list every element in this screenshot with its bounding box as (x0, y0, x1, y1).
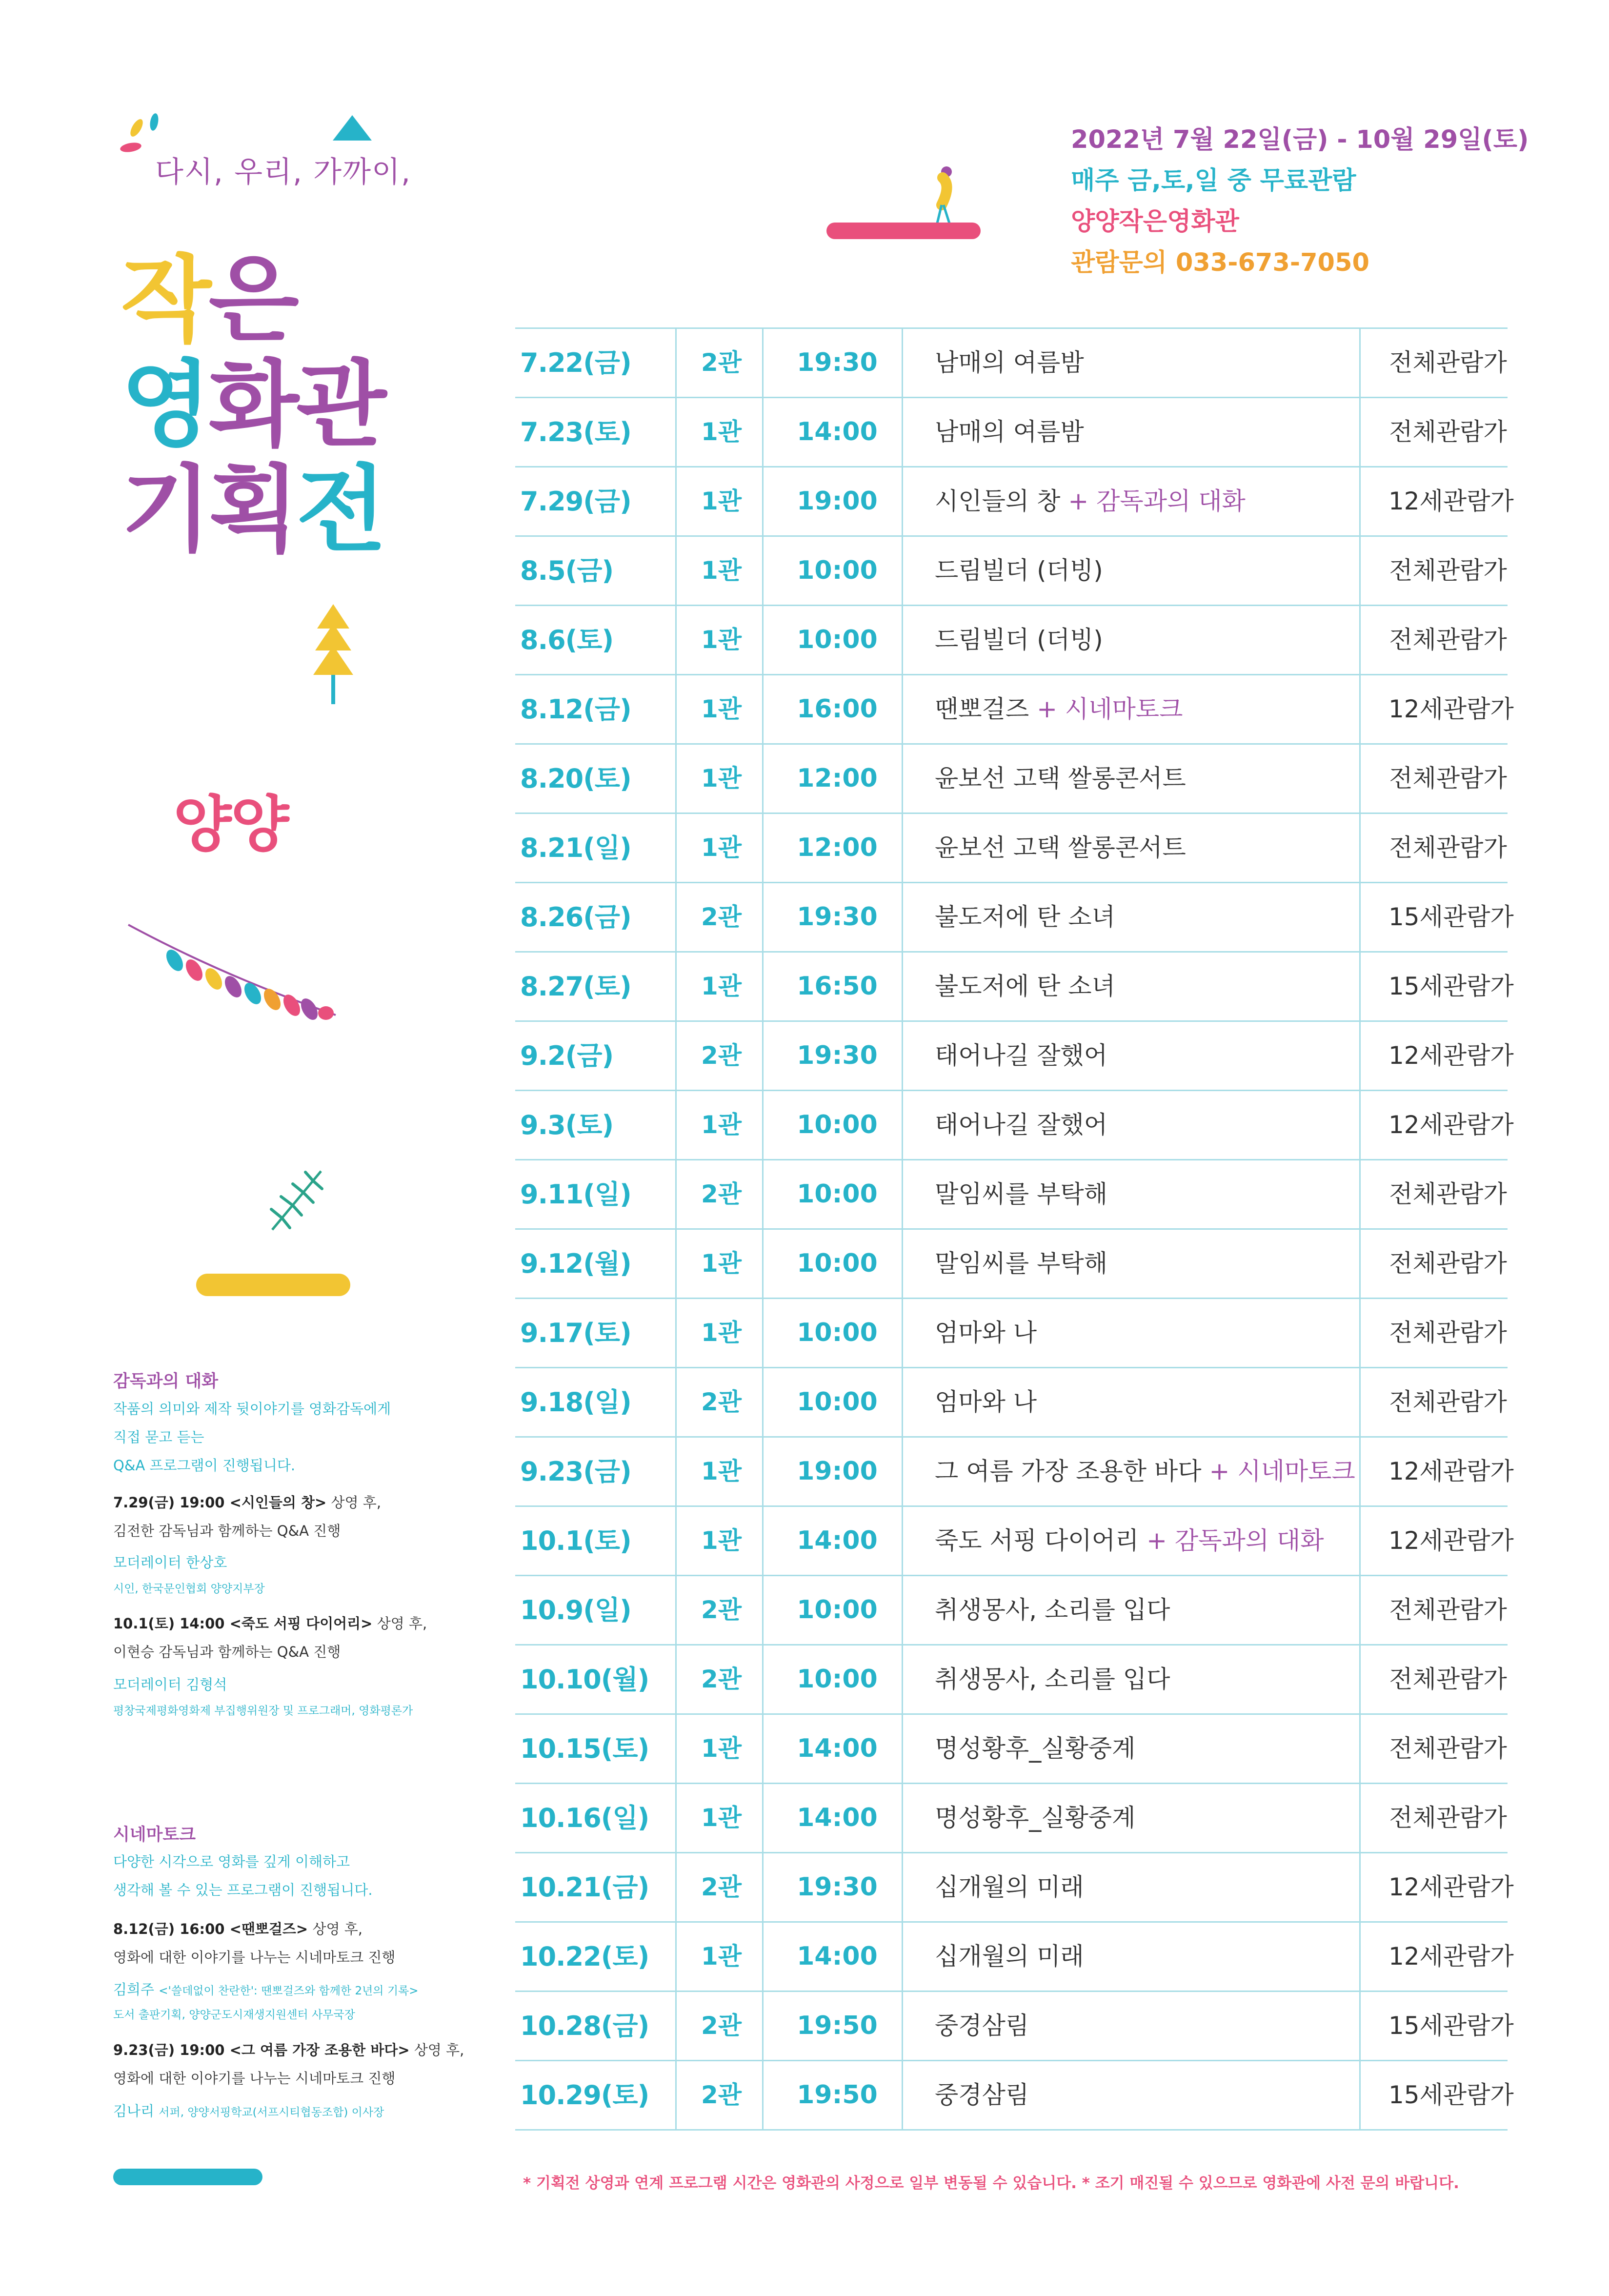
film-program: + 시네마토크 (1209, 1457, 1355, 1485)
film-title (935, 1160, 1374, 1228)
table-row (515, 1230, 1508, 1299)
age-rating: 12세관람가 (1388, 1041, 1514, 1070)
screening-date: 8.6(토) (520, 625, 614, 655)
tree-icon (311, 604, 355, 711)
screening-time: 14:00 (797, 1526, 878, 1555)
film-name: 시인들의 창 (935, 487, 1061, 515)
age-rating: 15세관람가 (1388, 903, 1514, 931)
film-name: 엄마와 나 (935, 1388, 1037, 1416)
screening-date: 10.9(일) (520, 1595, 631, 1625)
talk-event-1-moderator-desc: 시인, 한국문인협회 양양지부장 (113, 1583, 265, 1595)
table-row (515, 2061, 1514, 2131)
slogan: 다시, 우리, 가까이, (155, 155, 412, 189)
film-name: 드림빌더 (더빙) (935, 626, 1103, 654)
table-row (515, 1022, 1514, 1091)
film-title (935, 675, 1374, 743)
screening-date: 8.27(토) (520, 971, 631, 1002)
cinetalk-event-2-suffix: 상영 후, (409, 2042, 464, 2058)
screening-time: 19:50 (797, 2080, 878, 2110)
table-row (515, 814, 1508, 883)
film-title (935, 1992, 1374, 2060)
table-row (515, 1853, 1514, 1923)
table-row (515, 1160, 1508, 1230)
cinetalk-event-1-moderator-desc2: 도서 출판기획, 양양군도시재생지원센터 사무국장 (113, 2009, 355, 2021)
film-title (935, 1715, 1374, 1783)
age-rating: 전체관람가 (1389, 626, 1507, 654)
cinetalk-event-2-moderator-desc: 서퍼, 양양서핑학교(서프시티협동조합) 이사장 (159, 2106, 384, 2119)
screening-hall: 2관 (701, 2081, 742, 2109)
screening-hall: 1관 (701, 833, 742, 862)
title-line-1 (121, 246, 296, 355)
table-row (515, 1646, 1508, 1715)
screening-hall: 1관 (701, 972, 742, 1000)
screening-hall: 2관 (701, 1665, 742, 1693)
screening-time: 19:30 (797, 348, 878, 377)
age-rating: 전체관람가 (1389, 1596, 1507, 1624)
screening-date: 7.22(금) (520, 347, 631, 378)
film-title (935, 1230, 1374, 1298)
film-title (935, 1784, 1374, 1852)
screening-hall: 2관 (701, 348, 742, 377)
title-char: 관 (296, 351, 384, 460)
film-title (935, 814, 1374, 882)
film-name: 그 여름 가장 조용한 바다 (935, 1457, 1202, 1485)
age-rating: 전체관람가 (1389, 1665, 1507, 1693)
screening-date: 9.17(토) (520, 1318, 631, 1348)
film-title (935, 329, 1374, 397)
screening-hall: 1관 (701, 1111, 742, 1139)
screening-hall: 1관 (701, 695, 742, 723)
cinetalk-event-1-title: 8.12(금) 16:00 <땐뽀걸즈> (113, 1921, 308, 1937)
table-row (515, 467, 1514, 537)
age-rating: 전체관람가 (1389, 1319, 1507, 1347)
cinetalk-event-2-moderator (113, 2100, 384, 2120)
age-rating: 15세관람가 (1388, 2081, 1514, 2109)
cinetalk-event-1-moderator-desc: <'쓸데없이 찬란한': 땐뽀걸즈와 함께한 2년의 기록> (159, 1985, 419, 1997)
table-row (515, 1923, 1514, 1992)
table-row (515, 1091, 1514, 1160)
screening-time: 10:00 (797, 1249, 878, 1278)
title-char: 작 (121, 246, 209, 355)
screening-time: 14:00 (797, 417, 878, 447)
table-row (515, 1576, 1508, 1646)
talk-title: 감독과의 대화 (113, 1372, 219, 1391)
table-row (515, 953, 1514, 1022)
talk-event-2-detail: 이현승 감독님과 함께하는 Q&A 진행 (113, 1644, 341, 1660)
screening-time: 14:00 (797, 1734, 878, 1763)
cinetalk-event-1-moderator-name: 김희주 (113, 1981, 155, 1998)
film-name: 취생몽사, 소리를 입다 (935, 1596, 1170, 1624)
table-row (515, 745, 1508, 814)
film-title (935, 953, 1374, 1020)
film-name: 중경삼림 (935, 2012, 1029, 2040)
talk-event-2-moderator: 모더레이터 김형석 (113, 1676, 227, 1693)
screening-date: 10.10(월) (520, 1664, 649, 1695)
cinetalk-event-1-moderator (113, 1979, 419, 1999)
film-name: 남매의 여름밤 (935, 418, 1084, 446)
screening-date: 8.21(일) (520, 833, 631, 863)
film-title (935, 537, 1374, 605)
age-rating: 15세관람가 (1388, 972, 1514, 1000)
screening-hall: 1관 (701, 1942, 742, 1971)
screening-time: 10:00 (797, 1665, 878, 1694)
title-char: 영 (121, 351, 209, 460)
title-line-2 (121, 351, 384, 460)
screening-time: 12:00 (797, 833, 878, 862)
film-name: 남매의 여름밤 (935, 348, 1084, 377)
title-line-3 (121, 456, 384, 565)
film-name: 십개월의 미래 (935, 1873, 1084, 1901)
cinetalk-title: 시네마토크 (113, 1825, 196, 1845)
film-program: + 시네마토크 (1037, 695, 1183, 723)
film-title (935, 1507, 1374, 1575)
screening-time: 19:50 (797, 2011, 878, 2040)
screening-time: 10:00 (797, 1179, 878, 1209)
screening-hall: 2관 (701, 1873, 742, 1901)
film-title (935, 1853, 1374, 1921)
screening-hall: 1관 (701, 1319, 742, 1347)
title-char: 화 (208, 351, 296, 460)
cinetalk-desc-line: 생각해 볼 수 있는 프로그램이 진행됩니다. (113, 1882, 373, 1898)
film-name: 말임씨를 부탁해 (935, 1249, 1107, 1278)
table-row (515, 1992, 1514, 2061)
film-title (935, 1368, 1374, 1436)
screening-time: 12:00 (797, 764, 878, 793)
film-name: 불도저에 탄 소녀 (935, 903, 1115, 931)
film-name: 윤보선 고택 쌀롱콘서트 (935, 833, 1186, 862)
table-row (515, 1507, 1514, 1576)
talk-event-1-title: 7.29(금) 19:00 <시인들의 창> (113, 1494, 327, 1511)
screening-date: 10.1(토) (520, 1525, 631, 1556)
cinetalk-event-1 (113, 1915, 362, 1943)
title-char: 은 (208, 246, 296, 355)
period-dates: 2022년 7월 22일(금) - 10월 29일(토) (1071, 125, 1529, 154)
pink-ground-bar (826, 223, 981, 239)
screening-time: 10:00 (797, 1110, 878, 1139)
table-row (515, 1299, 1508, 1368)
screening-hall: 1관 (701, 556, 742, 585)
cinetalk-event-1-detail: 영화에 대한 이야기를 나누는 시네마토크 진행 (113, 1949, 396, 1966)
age-rating: 12세관람가 (1388, 1526, 1514, 1555)
film-title (935, 1923, 1374, 1991)
title-char: 기 (121, 456, 209, 565)
screening-date: 8.20(토) (520, 763, 631, 794)
venue-name: 양양작은영화관 (1071, 207, 1239, 236)
screening-date: 8.12(금) (520, 694, 631, 725)
cinetalk-event-2-title: 9.23(금) 19:00 <그 여름 가장 조용한 바다> (113, 2042, 410, 2058)
talk-desc-line: 직접 묻고 듣는 (113, 1429, 204, 1445)
table-row (515, 537, 1508, 606)
screening-date: 10.15(토) (520, 1733, 649, 1764)
screening-hall: 1관 (701, 487, 742, 515)
table-row (515, 606, 1508, 675)
screening-hall: 2관 (701, 1596, 742, 1624)
film-title (935, 2061, 1374, 2129)
age-rating: 12세관람가 (1388, 695, 1514, 723)
film-name: 중경삼림 (935, 2081, 1029, 2109)
title-char: 획 (208, 456, 296, 565)
screening-date: 9.23(금) (520, 1456, 631, 1487)
film-title (935, 1091, 1374, 1159)
age-rating: 전체관람가 (1389, 418, 1507, 446)
table-row (515, 1715, 1508, 1784)
film-name: 취생몽사, 소리를 입다 (935, 1665, 1170, 1693)
region-name: 양양 (173, 790, 288, 860)
table-row (515, 329, 1508, 398)
film-title (935, 467, 1374, 535)
screening-hall: 1관 (701, 1804, 742, 1832)
film-title (935, 745, 1374, 813)
screening-time: 19:30 (797, 1041, 878, 1070)
film-name: 태어나길 잘했어 (935, 1111, 1107, 1139)
talk-event-2-moderator-desc: 평창국제평화영화제 부집행위원장 및 프로그래머, 영화평론가 (113, 1705, 413, 1717)
table-row (515, 1368, 1508, 1438)
yellow-divider-bar (196, 1274, 350, 1296)
title-char: 전 (296, 456, 384, 565)
screening-time: 14:00 (797, 1942, 878, 1971)
cinetalk-desc-line: 다양한 시각으로 영화를 깊게 이해하고 (113, 1853, 350, 1870)
screening-hall: 1관 (701, 418, 742, 446)
screening-date: 9.18(일) (520, 1387, 631, 1418)
screening-time: 10:00 (797, 1318, 878, 1347)
screening-time: 19:00 (797, 1457, 878, 1486)
age-rating: 12세관람가 (1388, 1942, 1514, 1971)
footnote: * 기획전 상영과 연계 프로그램 시간은 영화관의 사정으로 일부 변동될 수 있습니다. * 조기 매진될 수 있으므로 영화관에 사전 문의 바랍니다. (523, 2174, 1459, 2192)
age-rating: 12세관람가 (1388, 487, 1514, 515)
screening-date: 7.29(금) (520, 486, 631, 517)
age-rating: 전체관람가 (1389, 1388, 1507, 1416)
film-title (935, 1576, 1374, 1644)
screening-time: 19:30 (797, 902, 878, 932)
screening-date: 9.11(일) (520, 1179, 631, 1210)
screening-hall: 2관 (701, 1041, 742, 1070)
screening-date: 10.28(금) (520, 2011, 649, 2041)
contact-phone: 관람문의 033-673-7050 (1071, 248, 1370, 277)
film-title (935, 1022, 1374, 1090)
teal-bottom-bar (113, 2169, 262, 2185)
screening-date: 9.2(금) (520, 1040, 614, 1071)
age-rating: 전체관람가 (1389, 1249, 1507, 1278)
film-name: 불도저에 탄 소녀 (935, 972, 1115, 1000)
film-name: 땐뽀걸즈 (935, 695, 1029, 723)
screening-time: 14:00 (797, 1803, 878, 1832)
table-row (515, 883, 1514, 953)
screening-time: 19:30 (797, 1872, 878, 1902)
talk-event-1-moderator: 모더레이터 한상호 (113, 1554, 227, 1571)
talk-event-2-title: 10.1(토) 14:00 <죽도 서핑 다이어리> (113, 1615, 373, 1632)
talk-event-1-suffix: 상영 후, (326, 1494, 382, 1511)
table-row (515, 1438, 1514, 1507)
film-title (935, 1438, 1374, 1505)
film-name: 윤보선 고택 쌀롱콘서트 (935, 764, 1186, 792)
talk-desc-line: Q&A 프로그램이 진행됩니다. (113, 1457, 296, 1474)
screening-time: 10:00 (797, 1595, 878, 1625)
film-name: 엄마와 나 (935, 1319, 1037, 1347)
screening-hall: 2관 (701, 903, 742, 931)
fern-icon (267, 1166, 326, 1235)
film-name: 명성황후_실황중계 (935, 1734, 1136, 1763)
film-name: 명성황후_실황중계 (935, 1804, 1136, 1832)
film-title (935, 1299, 1374, 1367)
age-rating: 전체관람가 (1389, 1180, 1507, 1208)
film-name: 태어나길 잘했어 (935, 1041, 1107, 1070)
screening-hall: 1관 (701, 1249, 742, 1278)
triangle-icon (333, 115, 372, 141)
table-row (515, 398, 1508, 467)
age-rating: 전체관람가 (1389, 348, 1507, 377)
cinetalk-event-2-detail: 영화에 대한 이야기를 나누는 시네마토크 진행 (113, 2070, 396, 2087)
screening-time: 19:00 (797, 487, 878, 516)
age-rating: 전체관람가 (1389, 833, 1507, 862)
talk-event-2-suffix: 상영 후, (372, 1615, 427, 1632)
screening-date: 9.12(월) (520, 1248, 631, 1279)
talk-event-1-detail: 김전한 감독님과 함께하는 Q&A 진행 (113, 1523, 341, 1539)
talk-event-2 (113, 1609, 427, 1638)
screening-hall: 1관 (701, 1457, 742, 1485)
film-name: 말임씨를 부탁해 (935, 1180, 1107, 1208)
film-program: + 감독과의 대화 (1146, 1526, 1324, 1555)
talk-event-1 (113, 1488, 381, 1517)
screening-date: 10.22(토) (520, 1941, 649, 1972)
screening-date: 7.23(토) (520, 417, 631, 447)
age-rating: 15세관람가 (1388, 2012, 1514, 2040)
age-rating: 전체관람가 (1389, 764, 1507, 792)
screening-hall: 2관 (701, 1388, 742, 1416)
screening-hall: 2관 (701, 2012, 742, 2040)
film-program: + 감독과의 대화 (1068, 487, 1246, 515)
age-rating: 12세관람가 (1388, 1457, 1514, 1485)
film-name: 십개월의 미래 (935, 1942, 1084, 1971)
screening-date: 10.16(일) (520, 1803, 649, 1833)
screening-hall: 1관 (701, 626, 742, 654)
age-rating: 12세관람가 (1388, 1111, 1514, 1139)
film-title (935, 606, 1374, 674)
screening-date: 10.21(금) (520, 1872, 649, 1903)
screening-date: 10.29(토) (520, 2080, 649, 2111)
talk-desc-line: 작품의 의미와 제작 뒷이야기를 영화감독에게 (113, 1401, 391, 1417)
screening-hall: 1관 (701, 764, 742, 792)
screening-hall: 2관 (701, 1180, 742, 1208)
age-rating: 전체관람가 (1389, 1804, 1507, 1832)
film-title (935, 1646, 1374, 1713)
screening-time: 10:00 (797, 556, 878, 585)
cinetalk-event-1-suffix: 상영 후, (308, 1921, 362, 1937)
screening-hall: 1관 (701, 1526, 742, 1555)
film-name: 죽도 서핑 다이어리 (935, 1526, 1139, 1555)
film-title (935, 883, 1374, 951)
screening-time: 10:00 (797, 625, 878, 654)
screening-date: 8.5(금) (520, 555, 614, 586)
table-row (515, 675, 1514, 745)
free-viewing: 매주 금,토,일 중 무료관람 (1071, 166, 1356, 195)
screening-time: 16:00 (797, 694, 878, 724)
screening-time: 16:50 (797, 972, 878, 1001)
table-row (515, 1784, 1508, 1853)
age-rating: 전체관람가 (1389, 556, 1507, 585)
screening-hall: 1관 (701, 1734, 742, 1763)
screening-date: 8.26(금) (520, 902, 631, 933)
cinetalk-event-2-moderator-name: 김나리 (113, 2103, 155, 2119)
schedule-table (515, 327, 1514, 2131)
cinetalk-event-2 (113, 2036, 464, 2064)
film-title (935, 398, 1374, 466)
screening-time: 10:00 (797, 1387, 878, 1417)
age-rating: 12세관람가 (1388, 1873, 1514, 1901)
age-rating: 전체관람가 (1389, 1734, 1507, 1763)
film-name: 드림빌더 (더빙) (935, 556, 1103, 585)
leaf-branch-icon (126, 917, 341, 1025)
screening-date: 9.3(토) (520, 1110, 614, 1140)
